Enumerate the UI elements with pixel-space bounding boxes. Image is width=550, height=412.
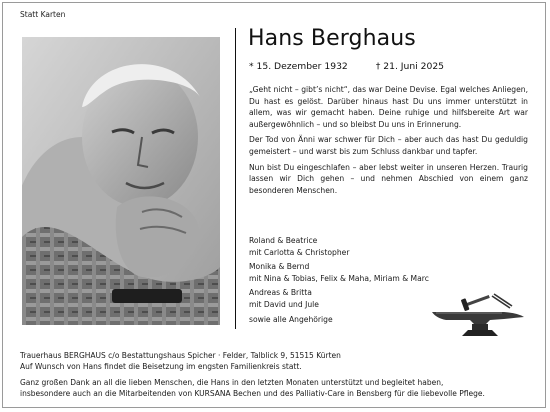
deceased-name: Hans Berghaus bbox=[248, 26, 416, 51]
mourner-group bbox=[249, 261, 439, 284]
mourner-children: mit Nina & Tobias, Felix & Maha, Miriam & Marc bbox=[249, 273, 429, 283]
funeral-home-address: Trauerhaus BERGHAUS c/o Bestattungshaus Spicher · Felder, Talblick 9, 51515 Kürten bbox=[20, 351, 341, 360]
mourner-group bbox=[249, 235, 439, 258]
mourners-closing: sowie alle Angehörige bbox=[249, 314, 333, 324]
header-note: Statt Karten bbox=[20, 10, 66, 19]
tribute-paragraph-2: Der Tod von Änni war schwer für Dich – aber auch das hast Du geduldig gemeistert – und warst bis zum Schluss dankbar und tapfer. bbox=[249, 135, 528, 156]
mourner-group bbox=[249, 287, 439, 310]
mourner-children: mit Carlotta & Christopher bbox=[249, 247, 350, 257]
portrait-photo bbox=[22, 37, 220, 325]
mourner-names: Monika & Bernd bbox=[249, 262, 310, 272]
vertical-rule bbox=[235, 28, 236, 329]
mourner-names: Andreas & Britta bbox=[249, 288, 312, 298]
mourner-names: Roland & Beatrice bbox=[249, 236, 318, 245]
tribute-text bbox=[249, 84, 528, 200]
mourners-list bbox=[249, 235, 439, 325]
thanks-line-2: insbesondere auch an die Mitarbeitenden von KURSANA Bechen und des Palliativ-Care in Bensberg für die liebevolle Pflege. bbox=[20, 389, 485, 398]
anvil-hammer-icon bbox=[426, 290, 526, 338]
footer bbox=[20, 350, 530, 399]
death-date: † 21. Juni 2025 bbox=[375, 61, 445, 72]
tribute-paragraph-1: „Geht nicht – gibt’s nicht“, das war Deine Devise. Egal welches Anliegen, Du hast es gelöst. Darüber hinaus hast Du uns immer unterstützt in allem, was wir gemacht haben. Deine ruhige und hilfsbereite Art war außergewöhnlich – und so bleibst Du uns in Erinnerung. bbox=[249, 85, 528, 129]
tribute-paragraph-3: Nun bist Du eingeschlafen – aber lebst weiter in unseren Herzen. Traurig lassen wir Dich gehen – und nehmen Abschied von einem ganz besonderen Menschen. bbox=[249, 162, 528, 195]
life-dates bbox=[249, 61, 444, 72]
mourner-children: mit David und Jule bbox=[249, 299, 319, 309]
burial-note: Auf Wunsch von Hans findet die Beisetzung im engsten Familienkreis statt. bbox=[20, 362, 302, 371]
birth-date: * 15. Dezember 1932 bbox=[249, 61, 348, 72]
thanks-line-1: Ganz großen Dank an all die lieben Menschen, die Hans in den letzten Monaten unterstützt und begleitet haben, bbox=[20, 378, 444, 387]
